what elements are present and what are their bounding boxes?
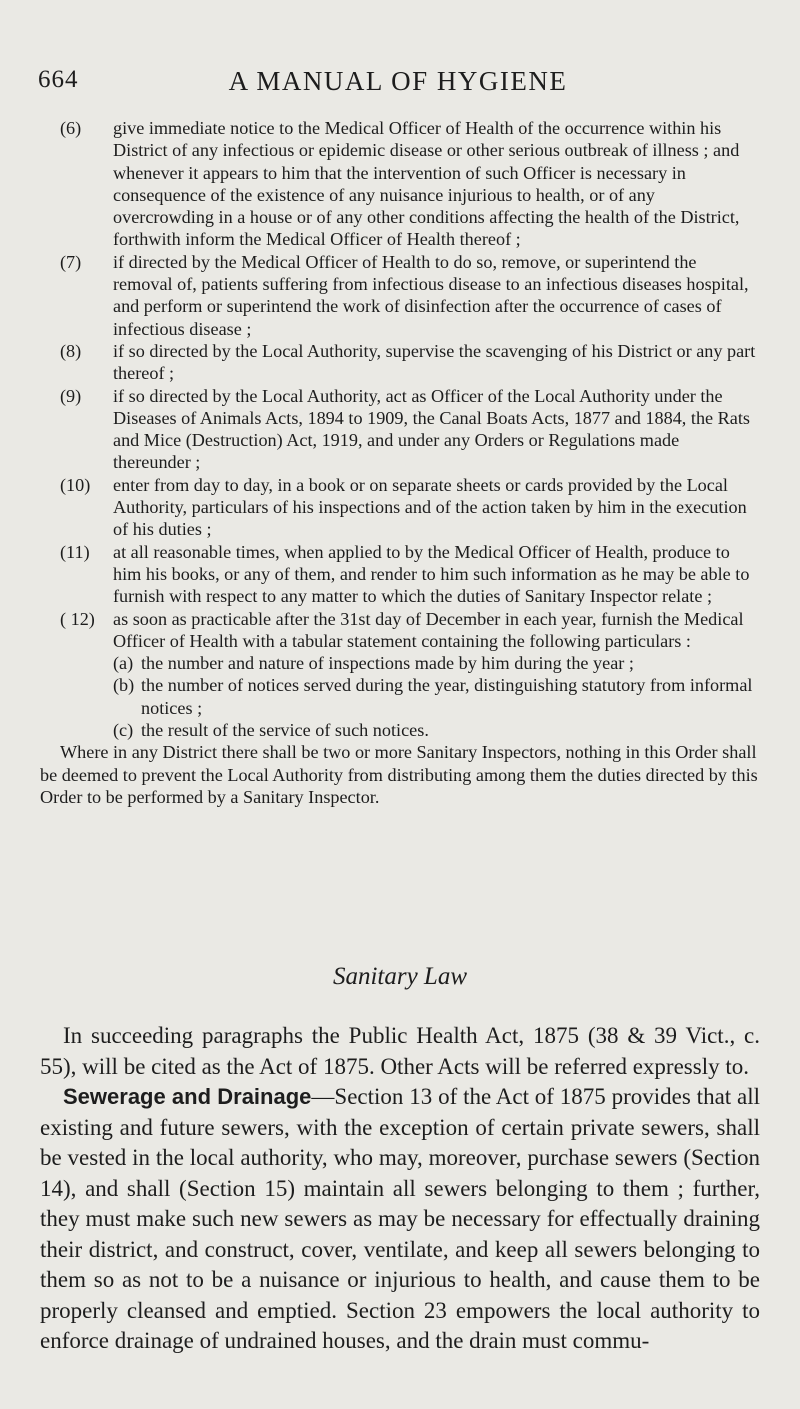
page-number: 664 bbox=[38, 66, 79, 93]
duty-item bbox=[60, 117, 760, 251]
duty-item bbox=[60, 385, 760, 474]
duty-item bbox=[60, 251, 760, 340]
duty-item bbox=[60, 608, 760, 653]
paragraph-sewerage bbox=[40, 1082, 760, 1357]
particular-letter: (c) bbox=[113, 720, 134, 741]
paragraph-citation: In succeeding paragraphs the Public Health Act, 1875 (38 & 39 Vict., c. 55), will be cited as the Act of 1875. Other Acts will be referred expressly to. bbox=[40, 1023, 760, 1079]
duty-number: (8) bbox=[60, 340, 82, 361]
duty-number: (9) bbox=[60, 385, 82, 406]
particular-text: the number and nature of inspections made by him during the year ; bbox=[141, 653, 634, 674]
duty-number: (11) bbox=[60, 541, 90, 562]
duty-text: at all reasonable times, when applied to by the Medical Officer of Health, produce to him his books, or any of them, and render to him such information as he may be able to furnish with respect to any matter to which the duties of Sanitary Inspector relate ; bbox=[113, 541, 750, 607]
paragraph-heading: Sewerage and Drainage bbox=[63, 1084, 312, 1109]
section-title: Sanitary Law bbox=[332, 963, 468, 990]
duty-item bbox=[60, 474, 760, 541]
sanitary-law-text bbox=[40, 1021, 760, 1357]
particular-item bbox=[113, 674, 760, 719]
duty-text: as soon as practicable after the 31st day of December in each year, furnish the Medical Officer of Health with a tabular statement containing the following particulars : bbox=[113, 608, 744, 651]
running-head: A MANUAL OF HYGIENE bbox=[228, 66, 568, 96]
page-header bbox=[38, 60, 758, 100]
duty-item bbox=[60, 340, 760, 385]
particular-item bbox=[113, 719, 760, 741]
duty-text: if so directed by the Local Authority, act as Officer of the Local Authority under the Diseases of Animals Acts, 1894 to 1909, the Canal Boats Acts, 1877 and 1884, the Rats and Mice (Destruction) Act, 1919, and under any Orders or Regulations made thereunder ; bbox=[113, 385, 751, 473]
duty-number: (7) bbox=[60, 251, 82, 272]
closing-note: Where in any District there shall be two or more Sanitary Inspectors, nothing in this Order shall be deemed to prevent the Local Authority from distributing among them the duties directed by this Order to be performed by a Sanitary Inspector. bbox=[40, 742, 758, 807]
particular-letter: (b) bbox=[113, 675, 135, 696]
duty-text: if directed by the Medical Officer of Health to do so, remove, or superintend the removal of, patients suffering from infectious disease to an infectious diseases hospital, and perform or superintend the work of disinfection after the occurrence of cases of infectious disease ; bbox=[113, 251, 749, 339]
particular-letter: (a) bbox=[113, 653, 134, 674]
particular-text: the result of the service of such notices. bbox=[141, 720, 429, 741]
duty-number: (6) bbox=[60, 118, 82, 138]
duty-text: enter from day to day, in a book or on separate sheets or cards provided by the Local Authority, particulars of his inspections and of the action taken by him in the execution of his duties ; bbox=[113, 474, 747, 540]
duty-text: if so directed by the Local Authority, supervise the scavenging of his District or any part thereof ; bbox=[113, 340, 756, 384]
duty-item bbox=[60, 541, 760, 608]
particular-item bbox=[113, 652, 760, 674]
paragraph-body: —Section 13 of the Act of 1875 provides that all existing and future sewers, with the exception of certain private sewers, shall be vested in the local authority, who may, moreover, purchase sewers (Section 14), and shall (Section 15) maintain all sewers belonging to them ; further, they must make such new sewers as may be necessary for effectually draining their district, and construct, cover, ventilate, and keep all sewers belonging to them so as not to be a nuisance or injurious to health, and cause them to be properly cleansed and emptied. Section 23 empowers the local authority to enforce drainage of undrained houses, and the drain must commu- bbox=[40, 1084, 761, 1353]
duty-number: (10) bbox=[60, 474, 91, 495]
duty-number: ( 12) bbox=[60, 608, 95, 629]
duty-text: give immediate notice to the Medical Officer of Health of the occurrence within his District of any infectious or epidemic disease or other serious outbreak of illness ; and whenever it appears to him that the intervention of such Officer is necessary in consequence of the existence of any nuisance injurious to health, or of any overcrowding in a house or of any other conditions affecting the health of the District, forthwith inform the Medical Officer of Health thereof ; bbox=[113, 118, 740, 250]
particular-text: the number of notices served during the year, distinguishing statutory from informal notices ; bbox=[141, 675, 753, 718]
inspector-duties-list bbox=[40, 117, 760, 808]
particulars-list bbox=[113, 652, 760, 741]
